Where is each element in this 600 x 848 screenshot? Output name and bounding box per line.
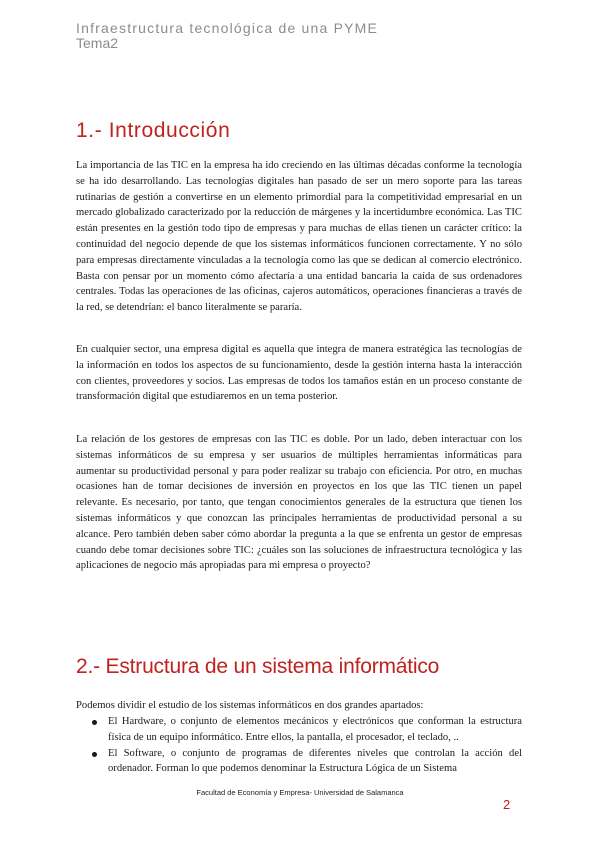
section-heading-introduccion: 1.- Introducción bbox=[76, 119, 231, 142]
list-item bbox=[76, 746, 522, 778]
bullet-list bbox=[76, 714, 522, 777]
footer-text: Facultad de Economía y Empresa- Universidad de Salamanca bbox=[196, 788, 404, 797]
document-header-title: Infraestructura tecnológica de una PYME bbox=[76, 20, 379, 36]
paragraph: Podemos dividir el estudio de los sistemas informáticos en dos grandes apartados: bbox=[76, 700, 424, 711]
paragraph: En cualquier sector, una empresa digital es aquella que integra de manera estratégica las tecnologías de la información en todos los aspectos de su funcionamiento, desde la gestión interna hasta la interacción con clientes, proveedores y socios. Las empresas de todos los tamaños están en un proceso constante de transformación digital que estudiaremos en un tema posterior. bbox=[76, 344, 522, 403]
list-item-text: El Hardware, o conjunto de elementos mecánicos y electrónicos que conforman la estructura física de un equipo informático. Entre ellos, la pantalla, el procesador, el teclado, .. bbox=[108, 716, 522, 743]
paragraph: La relación de los gestores de empresas con las TIC es doble. Por un lado, deben interactuar con los sistemas informáticos de su empresa y ser usuarios de múltiples herramientas informáticas para aumentar su productividad personal y para poder realizar su trabajo con eficiencia. Por otro, en muchas ocasiones han de tomar decisiones de inversión en proyectos en los que las TIC tienen un papel relevante. Es necesario, por tanto, que tengan conocimientos generales de la estructura que tienen los sistemas informáticos y que conozcan las principales herramientas de productividad personal a su alcance. Pero también deben saber cómo abordar la pregunta a la que se enfrenta un gestor de empresas cuando debe tomar decisiones sobre TIC: ¿cuáles son las soluciones de infraestructura tecnológica y las aplicaciones de negocio más apropiadas para mi empresa o proyecto? bbox=[76, 434, 522, 572]
list-item bbox=[76, 714, 522, 746]
paragraph: La importancia de las TIC en la empresa ha ido creciendo en las últimas décadas conforme la tecnología se ha ido desarrollando. Las tecnologías digitales han pasado de ser un mero soporte para las tareas rutinarias de gestión a convertirse en un elemento primordial para la competitividad empresarial en un mercado globalizado caracterizado por la reducción de márgenes y la incertidumbre económica. Las TIC están presentes en la gestión todo tipo de empresas y para muchas de ellas tienen un carácter crítico: la continuidad del negocio depende de que los sistemas informáticos funcionen correctamente. Y no sólo para empresas directamente vinculadas a la tecnología como las que se dedican al comercio electrónico. Basta con pensar por un momento cómo afectaría a una entidad bancaria la caída de sus ordenadores centrales. Todas las operaciones de las oficinas, cajeros automáticos, operaciones financieras a través de la red, se detendrían: el banco literalmente se pararía. bbox=[76, 160, 522, 314]
page-number: 2 bbox=[503, 797, 511, 812]
section-heading-estructura: 2.- Estructura de un sistema informático bbox=[76, 655, 440, 678]
bullet-icon bbox=[92, 752, 97, 757]
document-header-subtitle: Tema2 bbox=[76, 35, 119, 51]
list-item-text: El Software, o conjunto de programas de diferentes niveles que controlan la acción del ordenador. Forman lo que podemos denominar la Estructura Lógica de un Sistema bbox=[108, 747, 522, 775]
bullet-icon bbox=[92, 720, 97, 725]
